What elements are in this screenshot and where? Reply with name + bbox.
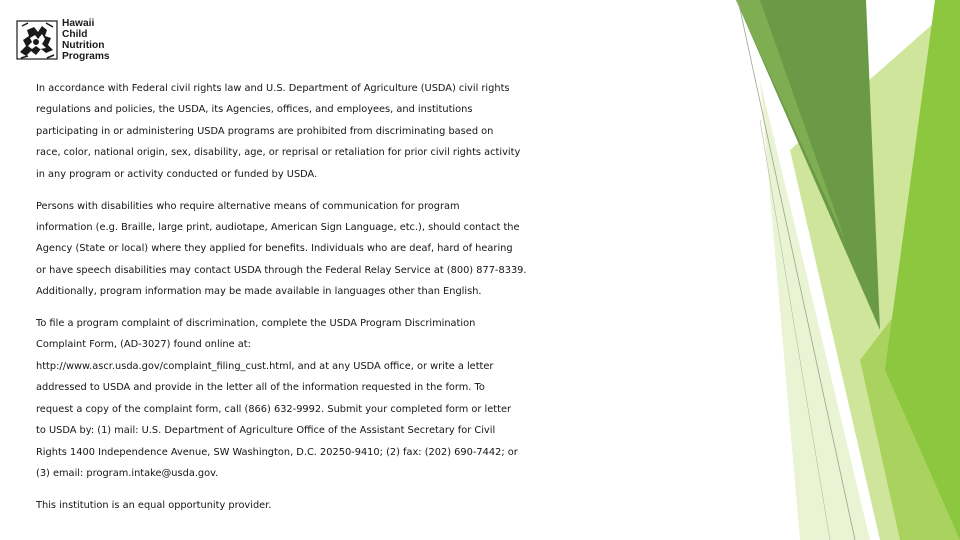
logo-line: Programs [62,51,110,62]
text-line: regulations and policies, the USDA, its Agencies, offices, and employees, and institutions [36,104,473,116]
text-line: This institution is an equal opportunity provider. [36,499,272,511]
text-line: In accordance with Federal civil rights law and U.S. Department of Agriculture (USDA) civil rights [36,83,510,94]
paragraph-complaint [36,313,764,484]
text-line: participating in or administering USDA programs are prohibited from discriminating based on [36,125,494,137]
logo-line: Nutrition [62,40,105,51]
text-line: to USDA by: (1) mail: U.S. Department of Agriculture Office of the Assistant Secretary for Civil [36,425,496,437]
paragraph-equal-opportunity [36,495,764,516]
text-line: in any program or activity conducted or funded by USDA. [36,168,318,180]
paragraph-civil-rights [36,78,764,185]
text-line: Persons with disabilities who require alternative means of communication for program [36,200,460,212]
text-line: addressed to USDA and provide in the letter all of the information requested in the form. To [36,382,485,394]
logo [16,18,126,66]
text-line: To file a program complaint of discrimination, complete the USDA Program Discrimination [36,318,476,330]
logo-line: Hawaii [62,18,95,29]
text-line: Agency (State or local) where they applied for benefits. Individuals who are deaf, hard of hearing [36,243,513,255]
complaint-url-line: http://www.ascr.usda.gov/complaint_filing_cust.html, and at any USDA office, or write a letter [36,360,494,372]
text-line: or have speech disabilities may contact USDA through the Federal Relay Service at (800) 877-8339. [36,264,527,276]
text-line: Complaint Form, (AD-3027) found online at: [36,339,251,351]
nondiscrimination-statement [36,78,764,527]
text-line: information (e.g. Braille, large print, audiotape, American Sign Language, etc.), should contact the [36,221,520,233]
email-line: (3) email: program.intake@usda.gov. [36,467,219,479]
logo-text [62,18,110,62]
text-line: request a copy of the complaint form, call (866) 632-9992. Submit your completed form or letter [36,403,512,415]
text-line: race, color, national origin, sex, disability, age, or reprisal or retaliation for prior civil rights activity [36,147,521,159]
text-line: Rights 1400 Independence Avenue, SW Washington, D.C. 20250-9410; (2) fax: (202) 690-7442; or [36,446,518,458]
text-line: Additionally, program information may be made available in languages other than English. [36,286,482,298]
hawaii-islands-logo-icon [16,18,58,62]
paragraph-disabilities [36,196,764,303]
logo-line: Child [62,29,88,40]
